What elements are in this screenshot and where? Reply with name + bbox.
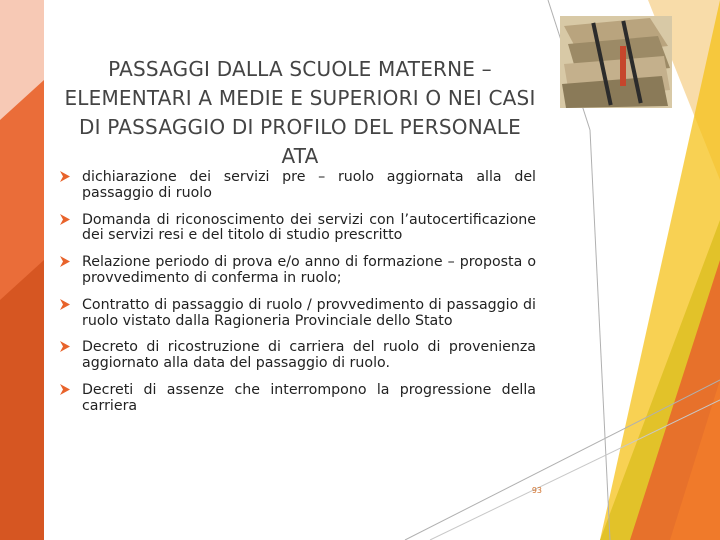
diagonal-line: [590, 130, 610, 540]
title-line: ELEMENTARI A MEDIE E SUPERIORI O NEI CASI: [64, 86, 536, 110]
list-item: [60, 298, 536, 330]
slide-title: [52, 55, 548, 171]
orange-arrow-bullet-icon: [60, 171, 70, 182]
list-item: [60, 255, 536, 287]
list-item: [60, 170, 536, 202]
orange-arrow-bullet-icon: [60, 214, 70, 225]
left-accent-triangle-2: [0, 260, 44, 540]
list-item: [60, 213, 536, 245]
orange-arrow-bullet-icon: [60, 384, 70, 395]
orange-arrow-bullet-icon: [60, 341, 70, 352]
list-item: [60, 383, 536, 415]
bullet-text: dichiarazione dei servizi pre – ruolo aggiornata alla del passaggio di ruolo: [82, 169, 536, 201]
orange-arrow-bullet-icon: [60, 256, 70, 267]
orange-arrow-bullet-icon: [60, 299, 70, 310]
title-line: PASSAGGI DALLA SCUOLE MATERNE –: [108, 57, 492, 81]
bullet-list: [60, 170, 536, 426]
title-line: DI PASSAGGIO DI PROFILO DEL PERSONALE: [79, 115, 521, 139]
title-line: ATA: [281, 144, 319, 168]
page-number: 93: [531, 486, 542, 495]
bullet-text: Decreti di assenze che interrompono la progressione della carriera: [82, 381, 536, 414]
bullet-text: Domanda di riconoscimento dei servizi con l’autocertificazione dei servizi resi e del titolo di studio prescritto: [82, 211, 536, 244]
file-stack-photo: [560, 16, 672, 108]
bullet-text: Relazione periodo di prova e/o anno di formazione – proposta o provvedimento di conferma in ruolo;: [82, 254, 536, 286]
list-item: [60, 340, 536, 372]
bullet-text: Contratto di passaggio di ruolo / provvedimento di passaggio di ruolo vistato dalla Ragioneria Provinciale dello Stato: [82, 296, 536, 329]
bullet-text: Decreto di ricostruzione di carriera del ruolo di provenienza aggiornato alla data del passaggio di ruolo.: [82, 339, 536, 372]
